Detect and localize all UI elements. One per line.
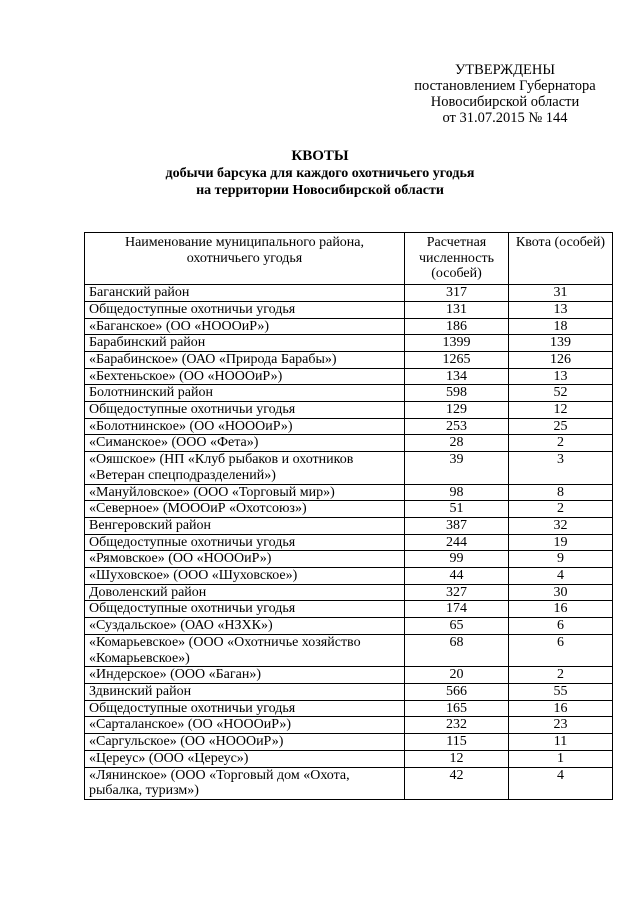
row-quota: 18 [509,318,613,335]
row-population: 1265 [405,351,509,368]
table-row [85,335,613,352]
row-population: 51 [405,501,509,518]
row-name: «Барабинское» (ОАО «Природа Барабы») [85,351,405,368]
row-quota: 55 [509,683,613,700]
table-row [85,285,613,302]
row-population: 12 [405,750,509,767]
row-population: 28 [405,435,509,452]
row-quota: 12 [509,402,613,419]
header-population: Расчетная численность (особей) [405,233,509,285]
table-row [85,750,613,767]
row-quota: 126 [509,351,613,368]
row-name: «Рямовское» (ОО «НОООиР») [85,551,405,568]
table-row [85,318,613,335]
table-row [85,517,613,534]
row-population: 98 [405,484,509,501]
approval-date: от 31.07.2015 № 144 [442,110,568,126]
row-quota: 1 [509,750,613,767]
row-population: 42 [405,767,509,799]
row-population: 244 [405,534,509,551]
row-population: 65 [405,618,509,635]
row-quota: 2 [509,501,613,518]
row-name: Общедоступные охотничьи угодья [85,402,405,419]
approval-line: постановлением Губернатора [414,78,596,94]
row-name: Общедоступные охотничьи угодья [85,601,405,618]
table-row [85,351,613,368]
table-row [85,402,613,419]
row-quota: 2 [509,667,613,684]
table-row [85,683,613,700]
approval-stamp [400,62,610,126]
table-row [85,501,613,518]
row-quota: 25 [509,418,613,435]
row-population: 44 [405,568,509,585]
row-name: Общедоступные охотничьи угодья [85,301,405,318]
table-row [85,418,613,435]
row-quota: 8 [509,484,613,501]
table-row [85,634,613,666]
row-quota: 4 [509,767,613,799]
row-name: «Шуховское» (ООО «Шуховское») [85,568,405,585]
row-quota: 16 [509,601,613,618]
row-name: «Лянинское» (ООО «Торговый дом «Охота, рыбалка, туризм») [85,767,405,799]
row-population: 115 [405,734,509,751]
row-quota: 32 [509,517,613,534]
table-row [85,435,613,452]
table-row [85,667,613,684]
row-quota: 13 [509,301,613,318]
row-quota: 19 [509,534,613,551]
header-quota: Квота (особей) [509,233,613,285]
row-name: «Ояшское» (НП «Клуб рыбаков и охотников «Ветеран спецподразделений») [85,452,405,484]
table-row [85,368,613,385]
row-population: 317 [405,285,509,302]
row-quota: 30 [509,584,613,601]
table-row [85,717,613,734]
row-population: 186 [405,318,509,335]
table-header-row [85,233,613,285]
row-population: 598 [405,385,509,402]
row-quota: 31 [509,285,613,302]
row-population: 174 [405,601,509,618]
row-name: Барабинский район [85,335,405,352]
row-name: Баганский район [85,285,405,302]
row-quota: 9 [509,551,613,568]
title-subtitle: на территории Новосибирской области [196,183,444,198]
row-population: 566 [405,683,509,700]
table-row [85,700,613,717]
row-name: «Бехтеньское» (ОО «НОООиР») [85,368,405,385]
row-quota: 16 [509,700,613,717]
table-row [85,534,613,551]
row-population: 131 [405,301,509,318]
title-subtitle: добычи барсука для каждого охотничьего угодья [165,166,475,181]
row-population: 165 [405,700,509,717]
row-population: 99 [405,551,509,568]
table-row [85,734,613,751]
row-name: Общедоступные охотничьи угодья [85,700,405,717]
row-population: 129 [405,402,509,419]
row-quota: 4 [509,568,613,585]
row-name: «Симанское» (ООО «Фета») [85,435,405,452]
table-row [85,385,613,402]
row-name: «Баганское» (ОО «НОООиР») [85,318,405,335]
approval-line: Новосибирской области [430,94,580,110]
row-population: 20 [405,667,509,684]
table-row [85,568,613,585]
table-row [85,484,613,501]
table-row [85,452,613,484]
row-quota: 23 [509,717,613,734]
title-main: КВОТЫ [291,148,349,164]
row-name: «Мануйловское» (ООО «Торговый мир») [85,484,405,501]
row-name: «Индерское» (ООО «Баган») [85,667,405,684]
table-row [85,584,613,601]
table-row [85,767,613,799]
row-quota: 13 [509,368,613,385]
row-name: «Цереус» (ООО «Цереус») [85,750,405,767]
row-name: «Болотнинское» (ОО «НОООиР») [85,418,405,435]
table-row [85,551,613,568]
row-population: 39 [405,452,509,484]
row-name: «Саргульское» (ОО «НОООиР») [85,734,405,751]
row-quota: 6 [509,634,613,666]
quota-table [84,232,613,800]
row-population: 327 [405,584,509,601]
row-quota: 2 [509,435,613,452]
row-population: 68 [405,634,509,666]
row-quota: 6 [509,618,613,635]
row-quota: 11 [509,734,613,751]
row-population: 387 [405,517,509,534]
row-name: Общедоступные охотничьи угодья [85,534,405,551]
row-population: 1399 [405,335,509,352]
row-population: 253 [405,418,509,435]
row-quota: 52 [509,385,613,402]
table-body [85,285,613,800]
row-name: Венгеровский район [85,517,405,534]
table-row [85,301,613,318]
row-name: Здвинский район [85,683,405,700]
row-quota: 139 [509,335,613,352]
table-row [85,618,613,635]
row-name: Доволенский район [85,584,405,601]
document-title [0,148,640,199]
row-name: «Суздальское» (ОАО «НЗХК») [85,618,405,635]
header-name: Наименование муниципального района, охотничьего угодья [85,233,405,285]
row-name: «Сарталанское» (ОО «НОООиР») [85,717,405,734]
table-row [85,601,613,618]
row-quota: 3 [509,452,613,484]
row-name: Болотнинский район [85,385,405,402]
row-population: 134 [405,368,509,385]
approval-heading: УТВЕРЖДЕНЫ [454,62,556,78]
row-name: «Комарьевское» (ООО «Охотничье хозяйство «Комарьевское») [85,634,405,666]
row-population: 232 [405,717,509,734]
row-name: «Северное» (МОООиР «Охотсоюз») [85,501,405,518]
